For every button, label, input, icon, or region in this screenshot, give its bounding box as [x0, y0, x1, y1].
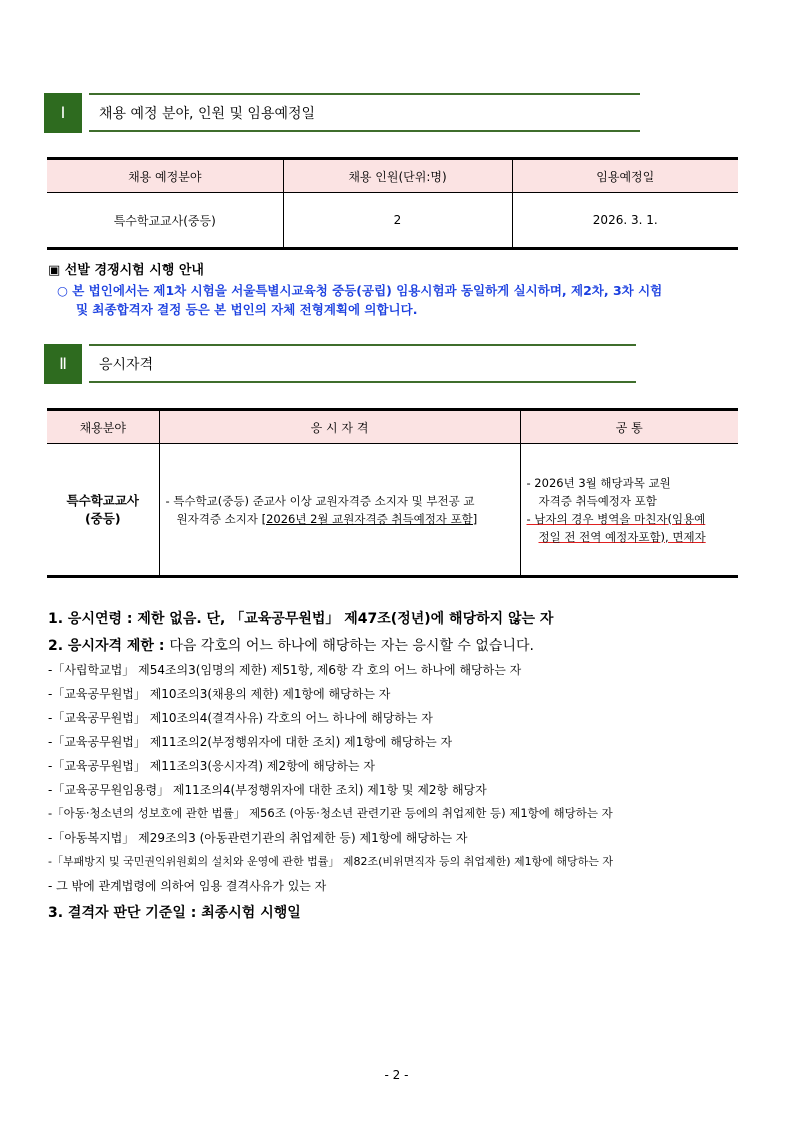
table2-common-line4: 정일 전 전역 예정자포함), 면제자: [538, 529, 706, 544]
section-2-title: 응시자격: [99, 357, 154, 373]
table1-cell-date: 2026. 3. 1.: [512, 193, 738, 249]
item-1-age: 1. 응시연령 : 제한 없음. 단, 「교육공무원법」 제47조(정년)에 해당하지 않는 자: [48, 611, 554, 627]
table1-header-count: 채용 인원(단위:명): [283, 159, 512, 193]
table2-field-line1: 특수학교교사: [66, 492, 139, 508]
section-2-header: [44, 344, 636, 384]
table2-common-line1: - 2026년 3월 해당과목 교원: [526, 475, 671, 490]
restriction-item: -「교육공무원법」 제10조의3(채용의 제한) 제1항에 해당하는 자: [48, 687, 391, 701]
table1-cell-count: 2: [283, 193, 512, 249]
table2-common-line3: - 남자의 경우 병역을 마친자(임용예: [526, 511, 706, 526]
section-1-header: [44, 93, 640, 133]
table2-field-line2: (중등): [84, 510, 121, 526]
restriction-item: -「교육공무원법」 제11조의3(응시자격) 제2항에 해당하는 자: [48, 759, 375, 773]
table2-common-line2: 자격증 취득예정자 포함: [538, 493, 657, 508]
recruitment-table: [47, 157, 738, 250]
item-2-label: 2. 응시자격 제한 :: [48, 638, 170, 654]
table2-qual-line1: - 특수학교(중등) 준교사 이상 교원자격증 소지자 및 부전공 교: [165, 493, 475, 508]
section-1-title: 채용 예정 분야, 인원 및 임용예정일: [99, 106, 316, 122]
table2-header-field: 채용분야: [47, 410, 159, 444]
table2-cell-common: [520, 444, 738, 577]
table2-qual-line2a: 원자격증 소지자: [176, 511, 262, 526]
item-3-reference-date: 3. 결격자 판단 기준일 : 최종시험 시행일: [48, 905, 301, 921]
restriction-item: - 그 밖에 관계법령에 의하여 임용 결격사유가 있는 자: [48, 879, 327, 893]
restriction-item: -「교육공무원임용령」 제11조의4(부정행위자에 대한 조치) 제1항 및 제2항 해당자: [48, 783, 487, 797]
restriction-item: -「아동복지법」 제29조의3 (아동관련기관의 취업제한 등) 제1항에 해당하는 자: [48, 831, 468, 845]
restriction-item: -「교육공무원법」 제11조의2(부정행위자에 대한 조치) 제1항에 해당하는 자: [48, 735, 453, 749]
qualification-table: [47, 408, 738, 578]
exam-notice-line1: ○ 본 법인에서는 제1차 시험을 서울특별시교육청 중등(공립) 임용시험과 동일하게 실시하며, 제2차, 3차 시험: [57, 283, 663, 298]
table2-cell-qualification: [159, 444, 520, 577]
table2-qual-line2b: [2026년 2월 교원자격증 취득예정자 포함]: [261, 511, 478, 526]
restriction-item: -「교육공무원법」 제10조의4(결격사유) 각호의 어느 하나에 해당하는 자: [48, 711, 433, 725]
table2-header-qualification: 응 시 자 격: [159, 410, 520, 444]
item-2-text: 다음 각호의 어느 하나에 해당하는 자는 응시할 수 없습니다.: [169, 638, 534, 654]
section-2-number: Ⅱ: [44, 344, 82, 384]
table2-cell-field: [47, 444, 159, 577]
item-2-restriction: [48, 635, 534, 655]
table1-header-field: 채용 예정분야: [47, 159, 283, 193]
restriction-item: -「사립학교법」 제54조의3(임명의 제한) 제51항, 제6항 각 호의 어느 하나에 해당하는 자: [48, 663, 522, 677]
exam-notice-line2: 및 최종합격자 결정 등은 본 법인의 자체 전형계획에 의합니다.: [76, 302, 418, 317]
page-number: - 2 -: [384, 1068, 409, 1082]
table2-header-common: 공 통: [520, 410, 738, 444]
restriction-item: -「부패방지 및 국민권익위원회의 설치와 운영에 관한 법률」 제82조(비위면직자 등의 취업제한) 제1항에 해당하는 자: [48, 855, 614, 868]
restriction-item: -「아동·청소년의 성보호에 관한 법률」 제56조 (아동·청소년 관련기관 등에의 취업제한 등) 제1항에 해당하는 자: [48, 806, 613, 820]
exam-notice-title: ▣ 선발 경쟁시험 시행 안내: [48, 263, 204, 278]
table1-header-date: 임용예정일: [512, 159, 738, 193]
section-1-number: Ⅰ: [44, 93, 82, 133]
table1-cell-field: 특수학교교사(중등): [47, 193, 283, 249]
